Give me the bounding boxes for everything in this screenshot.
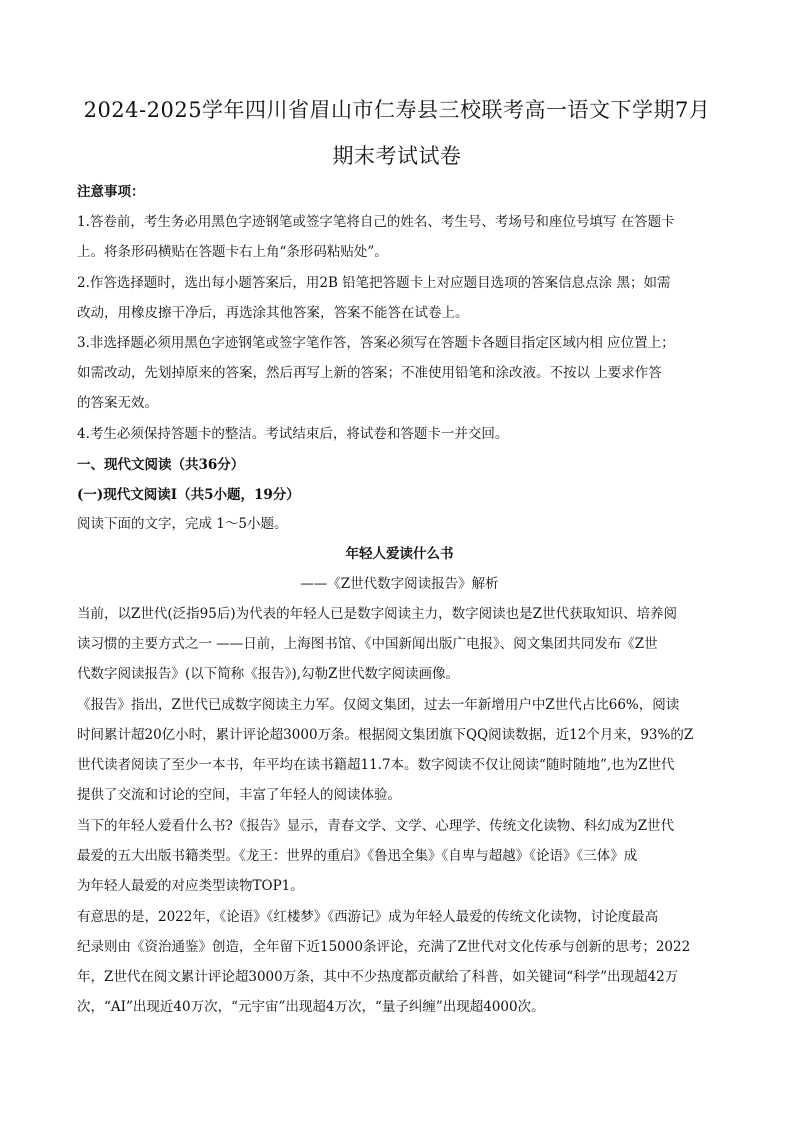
article-subtitle: ——《Z世代数字阅读报告》解析 xyxy=(300,576,499,592)
article-line: 世代读者阅读了至少一本书，年平均在读书籍超11.7本。数字阅读不仅让阅读“随时随地”,也为Z世代 xyxy=(77,757,675,773)
article-line: 纪录则由《资治通鉴》创造，全年留下近15000条评论，充满了Z世代对文化传承与创新的思考；2022 xyxy=(77,939,691,955)
exam-title-line-2: 期末考试试卷 xyxy=(332,144,462,168)
article-line: 提供了交流和讨论的空间，丰富了年轻人的阅读体验。 xyxy=(77,787,401,803)
reading-instruction: 阅读下面的文字，完成 1～5小题。 xyxy=(77,516,288,532)
article-line: 《报告》指出，Z世代已成数字阅读主力军。仅阅文集团，过去一年新增用户中Z世代占比66%，阅读 xyxy=(77,697,680,713)
notice-line: 2.作答选择题时，选出每小题答案后，用2B 铅笔把答题卡上对应题目选项的答案信息点涂 黑；如需 xyxy=(77,275,671,291)
article-line: 次，“AI”出现近40万次，“元宇宙”出现超4万次，“量子纠缠”出现超4000次。 xyxy=(77,999,545,1015)
notice-line: 4.考生必须保持答题卡的整洁。考试结束后，将试卷和答题卡一并交回。 xyxy=(77,426,509,442)
article-title: 年轻人爱读什么书 xyxy=(345,546,454,562)
exam-title-line-1: 2024-2025学年四川省眉山市仁寿县三校联考高一语文下学期7月 xyxy=(83,98,711,122)
article-line: 时间累计超20亿小时，累计评论超3000万条。根据阅文集团旗下QQ阅读数据，近12个月来，93%的Z xyxy=(77,727,694,743)
article-line: 当前，以Z世代(泛指95后)为代表的年轻人已是数字阅读主力，数字阅读也是Z世代获取知识、培养阅 xyxy=(77,606,677,622)
notice-heading: 注意事项： xyxy=(77,184,145,200)
section-heading: 一、现代文阅读（共36分） xyxy=(77,457,245,473)
article-line: 年，Z世代在阅文累计评论超3000万条，其中不少热度都贡献给了科普，如关键词“科学”出现超42万 xyxy=(77,969,679,985)
notice-line: 3.非选择题必须用黑色字迹钢笔或签字笔作答，答案必须写在答题卡各题目指定区域内相 应位置上； xyxy=(77,335,675,351)
article-line: 最爱的五大出版书籍类型。《龙王：世界的重启》《鲁迅全集》《自卑与超越》《论语》《三体》成 xyxy=(77,848,638,864)
notice-line: 改动，用橡皮擦干净后，再选涂其他答案，答案不能答在试卷上。 xyxy=(77,305,469,321)
subsection-heading: (一)现代文阅读I（共5小题，19分） xyxy=(77,487,300,503)
notice-line: 上。将条形码横贴在答题卡右上角“条形码粘贴处”。 xyxy=(77,244,388,260)
notice-line: 如需改动，先划掉原来的答案，然后再写上新的答案；不准使用铅笔和涂改液。不按以 上要求作答 xyxy=(77,365,662,381)
article-line: 当下的年轻人爱看什么书?《报告》显示，青春文学、文学、心理学、传统文化读物、科幻成为Z世代 xyxy=(77,818,675,834)
article-line: 代数字阅读报告》(以下简称《报告》),勾勒Z世代数字阅读画像。 xyxy=(77,666,459,682)
notice-line: 的答案无效。 xyxy=(77,395,158,411)
notice-line: 1.答卷前，考生务必用黑色字迹钢笔或签字笔将自己的姓名、考生号、考场号和座位号填写 在答题卡 xyxy=(77,214,675,230)
article-line: 读习惯的主要方式之一 ——日前，上海图书馆、《中国新闻出版广电报》、阅文集团共同发布《Z世 xyxy=(77,636,658,652)
article-line: 为年轻人最爱的对应类型读物TOP1。 xyxy=(77,878,304,894)
article-line: 有意思的是，2022年，《论语》《红楼梦》《西游记》成为年轻人最爱的传统文化读物，讨论度最高 xyxy=(77,909,659,925)
